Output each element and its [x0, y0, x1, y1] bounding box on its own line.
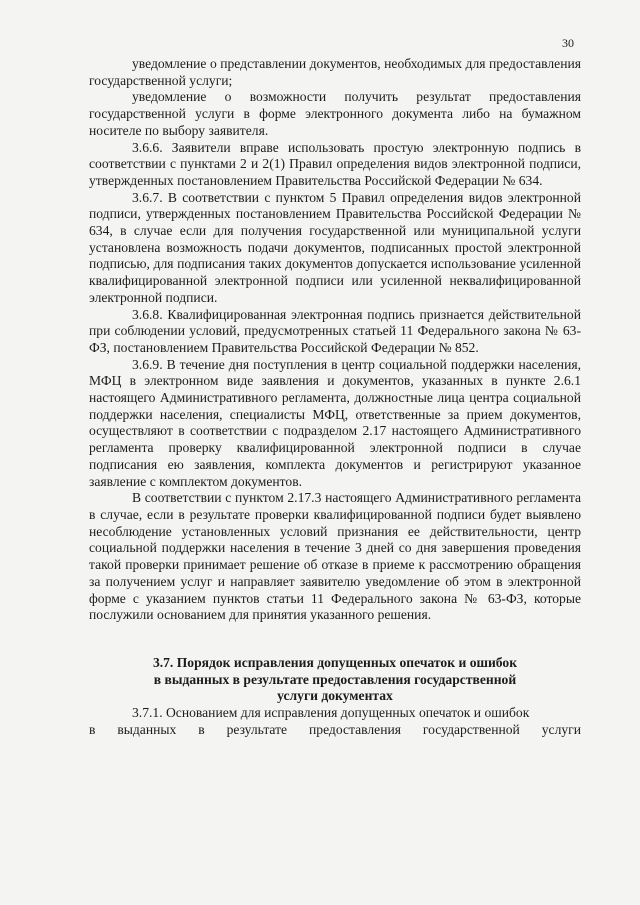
paragraph: 3.6.8. Квалифицированная электронная подпись признается действительной при соблюдении условий, предусмотренных статьей 11 Федерального закона № 63-ФЗ, постановлением Правительства Российской Федерации № 852. [89, 306, 581, 355]
section-heading-line: 3.7. Порядок исправления допущенных опечаток и ошибок [152, 654, 518, 670]
paragraph-first-line: 3.7.1. Основанием для исправления допущенных опечаток и ошибок [132, 705, 530, 721]
section-heading-line: в выданных в результате предоставления государственной [153, 671, 517, 687]
section-heading-line: услуги документах [277, 688, 393, 704]
page-number: 30 [562, 36, 574, 50]
paragraph: уведомление о возможности получить результат предоставления государственной услуги в форме электронного документа либо на бумажном носителе по выбору заявителя. [89, 89, 581, 138]
paragraph-continuation: в выданных в результате предоставления государственной услуги [89, 721, 581, 737]
paragraph: В соответствии с пунктом 2.17.3 настоящего Административного регламента в случае, если в результате проверки квалифицированной подписи будет выявлено несоблюдение установленных условий признания ее действительности, центр социальной поддержки населения в течение 3 дней со дня завершения проведения такой проверки принимает решение об отказе в приеме к рассмотрению обращения за получением услуг и направляет заявителю уведомление об этом в электронной форме с указанием пунктов статьи 11 Федерального закона № 63-ФЗ, которые послужили основанием для принятия указанного решения. [89, 490, 581, 623]
section-heading [89, 655, 581, 705]
paragraph: 3.6.7. В соответствии с пунктом 5 Правил определения видов электронной подписи, утвержденных постановлением Правительства Российской Федерации № 634, в случае если для получения государственной или муниципальной услуги установлена возможность подачи документов, подписанных простой электронной подписью, для подписания таких документов допускается использование усиленной квалифицированной электронной подписи или усиленной неквалифицированной электронной подписи. [89, 189, 581, 305]
paragraph: уведомление о представлении документов, необходимых для предоставления государственной услуги; [89, 56, 581, 88]
paragraph: 3.6.6. Заявители вправе использовать простую электронную подпись в соответствии с пунктами 2 и 2(1) Правил определения видов электронной подписи, утвержденных постановлением Правительства Российской Федерации № 634. [89, 139, 581, 188]
document-body [89, 56, 581, 738]
paragraph: 3.6.9. В течение дня поступления в центр социальной поддержки населения, МФЦ в электронном виде заявления и документов, указанных в пункте 2.6.1 настоящего Административного регламента, должностные лица центра социальной поддержки населения, специалисты МФЦ, ответственные за прием документов, осуществляют в соответствии с подразделом 2.17 настоящего Административного регламента проверку квалифицированной электронной подписи в случае подписания ею заявления, комплекта документов и регистрируют указанное заявление с комплектом документов. [89, 356, 581, 489]
